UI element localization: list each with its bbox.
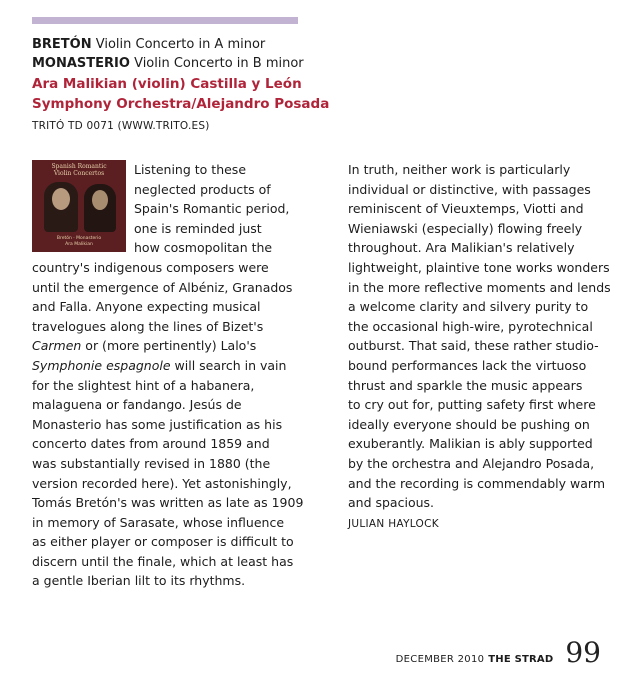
work-title-2: Violin Concerto in B minor <box>129 56 304 71</box>
text-line: thrust and sparkle the music appears <box>348 377 583 393</box>
text-line: bound performances lack the virtuoso <box>348 357 587 373</box>
text-line: discern until the finale, which at least has <box>32 553 294 569</box>
text-line: Listening to these <box>134 162 247 177</box>
text-line: throughout. Ara Malikian's relatively <box>348 240 575 256</box>
text-line: country's indigenous composers were <box>32 259 269 275</box>
cover-title-line: Violin Concertos <box>53 170 105 177</box>
cover-footer-line: Bretón · Monasterio <box>56 236 102 241</box>
text-line: outburst. That said, these rather studio- <box>348 338 599 354</box>
page-footer <box>396 636 601 669</box>
accent-bar <box>32 17 298 24</box>
text-line: as either player or composer is difficult to <box>32 534 294 550</box>
text-line: neglected products of <box>134 181 271 197</box>
text-line: Symphonie espagnole will search in vain <box>32 357 287 373</box>
work-title-italic: Carmen <box>32 338 82 354</box>
text-line: Spain's Romantic period, <box>134 201 290 217</box>
review-column-2 <box>348 160 620 534</box>
text-line: one is reminded just <box>134 220 262 236</box>
text-line: Tomás Bretón's was written as late as 1909 <box>32 495 304 511</box>
performers-line: Ara Malikian (violin) Castilla y León <box>32 76 302 92</box>
text-line: and Falla. Anyone expecting musical <box>32 299 261 315</box>
cover-footer-line: Ara Malikian <box>65 242 93 247</box>
text-line: in memory of Sarasate, whose influence <box>32 514 285 530</box>
composer-monasterio: MONASTERIO <box>32 56 130 71</box>
text-line: In truth, neither work is particularly <box>348 162 571 177</box>
text-line: exuberantly. Malikian is ably supported <box>348 436 593 452</box>
text-line: Wieniawski (especially) flowing freely <box>348 220 583 236</box>
review-column-1 <box>32 160 302 591</box>
text-line: was substantially revised in 1880 (the <box>32 455 271 471</box>
work-line-2 <box>32 54 332 73</box>
magazine-name: THE STRAD <box>488 654 554 665</box>
text-line: how cosmopolitan the <box>134 240 273 256</box>
text-line: and the recording is commendably warm <box>348 475 606 491</box>
text-line: a welcome clarity and silvery purity to <box>348 299 589 315</box>
text-line: a gentle Iberian lilt to its rhythms. <box>32 573 246 589</box>
reviewer-byline: JULIAN HAYLOCK <box>348 517 439 530</box>
cover-title-line: Spanish Romantic <box>51 163 107 170</box>
text-line: version recorded here). Yet astonishingly, <box>32 475 292 491</box>
text-line: Carmen or (more pertinently) Lalo's <box>32 338 257 354</box>
text-line: ideally everyone should be pushing on <box>348 416 590 432</box>
record-label: TRITÓ TD 0071 (WWW.TRITO.ES) <box>32 120 210 132</box>
text-line: and spacious. <box>348 495 434 511</box>
page-number: 99 <box>565 636 601 669</box>
text-line: lightweight, plaintive tone works wonders <box>348 259 610 275</box>
text-line: to cry out for, putting safety first where <box>348 397 596 413</box>
composer-breton: BRETÓN <box>32 37 92 52</box>
performers-line: Symphony Orchestra/Alejandro Posada <box>32 96 330 112</box>
text-line: in the more reflective moments and lends <box>348 279 611 295</box>
text-line: reminiscent of Vieuxtemps, Viotti and <box>348 201 584 217</box>
text-line: concerto dates from around 1859 and <box>32 436 270 452</box>
work-line-1 <box>32 35 332 54</box>
work-title-1: Violin Concerto in A minor <box>91 37 266 52</box>
performers <box>32 74 332 114</box>
text-line: Monasterio has some justification as his <box>32 416 283 432</box>
review-header <box>32 35 332 134</box>
text-line: the occasional high-wire, pyrotechnical <box>348 318 593 334</box>
text-line: malaguena or fandango. Jesús de <box>32 397 242 413</box>
text-line: travelogues along the lines of Bizet's <box>32 318 264 334</box>
text-line: individual or distinctive, with passages <box>348 181 591 197</box>
text-line: by the orchestra and Alejandro Posada, <box>348 455 595 471</box>
issue-date: DECEMBER 2010 <box>395 654 485 665</box>
text-line: for the slightest hint of a habanera, <box>32 377 255 393</box>
work-title-italic: Symphonie espagnole <box>32 357 171 373</box>
text-line: until the emergence of Albéniz, Granados <box>32 279 293 295</box>
